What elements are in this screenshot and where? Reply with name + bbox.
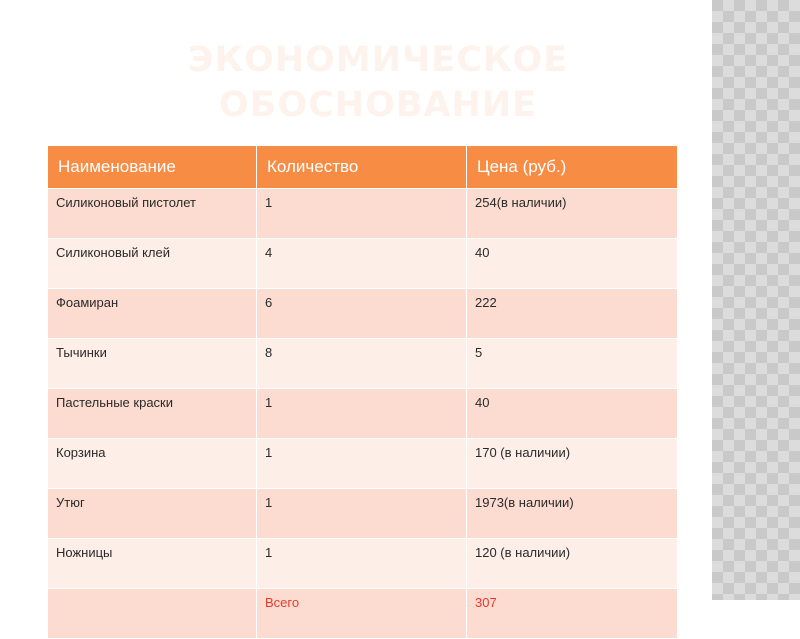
cell-quantity: 1 [257,539,467,589]
cell-name: Утюг [48,489,257,539]
table-row [48,389,678,439]
decorative-side-pattern [712,0,800,600]
table-row [48,439,678,489]
cell-price: 40 [467,239,678,289]
cell-price: 40 [467,389,678,439]
cell-name: Корзина [48,439,257,489]
cell-quantity: 1 [257,439,467,489]
table-row [48,239,678,289]
header-quantity: Количество [257,146,467,189]
cell-name: Ножницы [48,539,257,589]
cell-name: Пастельные краски [48,389,257,439]
header-name: Наименование [48,146,257,189]
slide-title-line-2: ОБОСНОВАНИЕ [218,85,538,125]
table-row [48,339,678,389]
cell-price: 120 (в наличии) [467,539,678,589]
slide-title [168,38,588,128]
slide-title-line-1: ЭКОНОМИЧЕСКОЕ [187,40,569,80]
cell-empty [48,589,257,639]
table-row [48,489,678,539]
cell-quantity: 8 [257,339,467,389]
total-label: Всего [257,589,467,639]
cell-price: 170 (в наличии) [467,439,678,489]
table-row [48,539,678,589]
cell-quantity: 6 [257,289,467,339]
cell-name: Тычинки [48,339,257,389]
cell-quantity: 4 [257,239,467,289]
table-total-row [48,589,678,639]
table-row [48,189,678,239]
cell-name: Фоамиран [48,289,257,339]
table-row [48,289,678,339]
cell-name: Силиконовый пистолет [48,189,257,239]
cell-quantity: 1 [257,489,467,539]
cell-price: 5 [467,339,678,389]
cell-quantity: 1 [257,189,467,239]
header-price: Цена (руб.) [467,146,678,189]
total-value: 307 [467,589,678,639]
cost-table [47,145,678,639]
cell-quantity: 1 [257,389,467,439]
cell-price: 254(в наличии) [467,189,678,239]
table-header-row [48,146,678,189]
cell-price: 1973(в наличии) [467,489,678,539]
cell-price: 222 [467,289,678,339]
cell-name: Силиконовый клей [48,239,257,289]
